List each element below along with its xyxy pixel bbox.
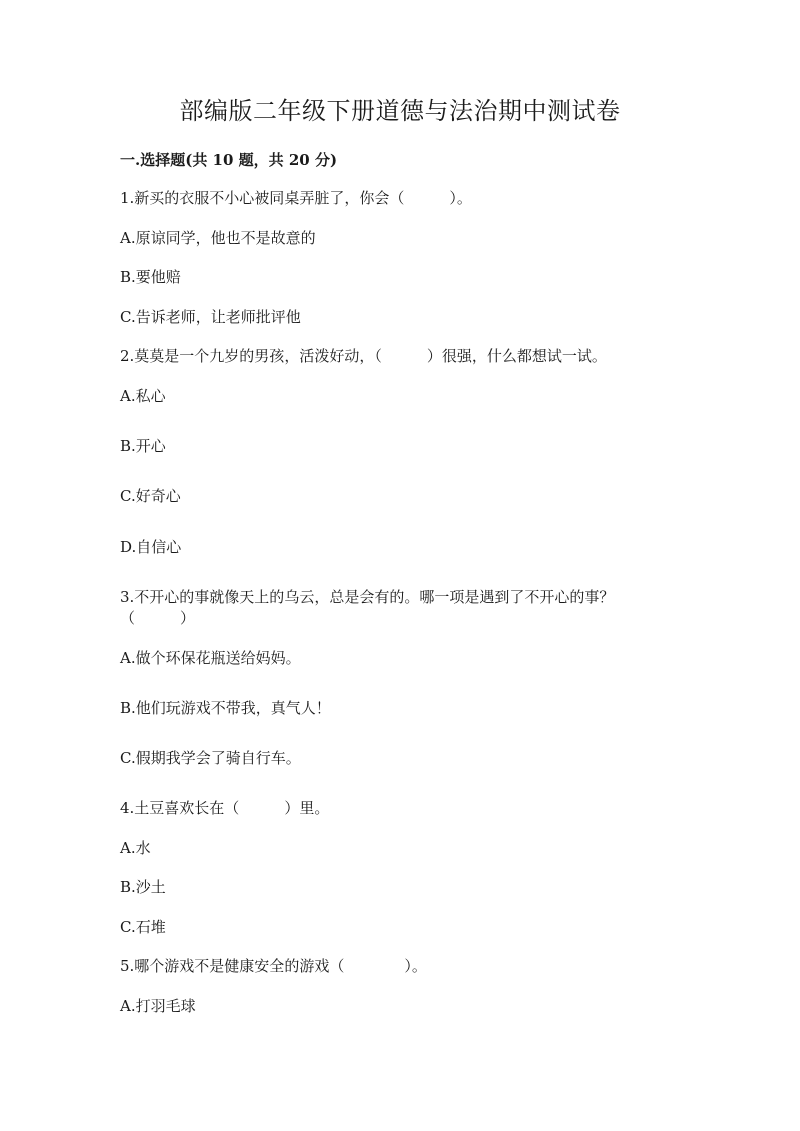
question-3-option-b[interactable]: B.他们玩游戏不带我，真气人！ [120,699,331,717]
section-heading: 一.选择题(共 10 题，共 20 分) [120,151,338,169]
question-2-option-b[interactable]: B.开心 [120,437,166,455]
question-4-option-c[interactable]: C.石堆 [120,918,166,936]
question-1-stem: 1.新买的衣服不小心被同桌弄脏了，你会（ ）。 [120,189,472,207]
question-5-stem: 5.哪个游戏不是健康安全的游戏（ ）。 [120,957,427,975]
question-4-stem: 4.土豆喜欢长在（ ）里。 [120,799,330,817]
question-2-option-d[interactable]: D.自信心 [120,538,182,556]
question-1-option-b[interactable]: B.要他赔 [120,268,181,286]
question-2-option-c[interactable]: C.好奇心 [120,487,181,505]
question-4-option-a[interactable]: A.水 [120,839,151,857]
question-4-option-b[interactable]: B.沙土 [120,878,166,896]
page-title: 部编版二年级下册道德与法治期中测试卷 [179,97,621,125]
question-1-option-a[interactable]: A.原谅同学，他也不是故意的 [120,229,316,247]
question-3-stem: 3.不开心的事就像天上的乌云，总是会有的。哪一项是遇到了不开心的事？ [120,588,615,606]
question-3-stem-continued: （ ） [120,609,196,627]
question-1-option-c[interactable]: C.告诉老师，让老师批评他 [120,308,301,326]
question-3-option-c[interactable]: C.假期我学会了骑自行车。 [120,749,301,767]
question-2-stem: 2.莫莫是一个九岁的男孩，活泼好动，（ ）很强，什么都想试一试。 [120,347,607,365]
question-3-option-a[interactable]: A.做个环保花瓶送给妈妈。 [120,649,301,667]
question-2-option-a[interactable]: A.私心 [120,387,166,405]
question-5-option-a[interactable]: A.打羽毛球 [120,997,196,1015]
